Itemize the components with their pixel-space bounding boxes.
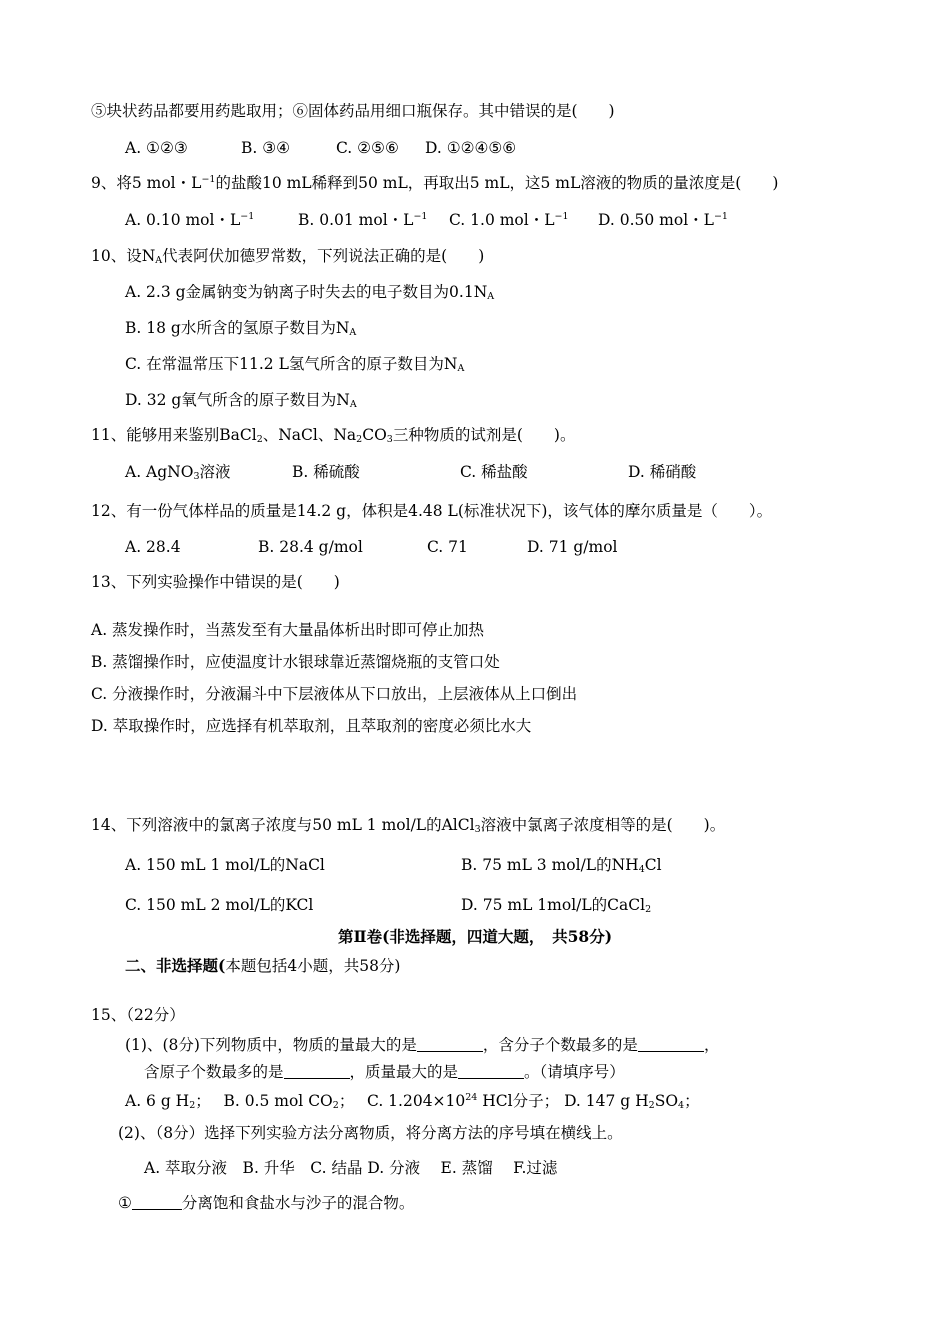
q10-option-a: A. 2.3 g金属钠变为钠离子时失去的电子数目为$0.1N_A$ [125, 283, 495, 302]
q8-continuation: ⑤块状药品都要用药匙取用；⑥固体药品用细口瓶保存。其中错误的是( ) [91, 102, 615, 120]
q11-option-a: A. AgNO$_3$溶液 [125, 463, 231, 482]
q11-option-b: B. 稀硫酸 [292, 463, 360, 481]
q15-heading: 15、（22分） [91, 1006, 185, 1024]
q10-option-b: B. 18 g水所含的氢原子数目为$N_A$ [125, 319, 357, 338]
q12-option-d: D. 71 g/mol [527, 538, 618, 556]
q8-option-b: B. ③④ [241, 139, 291, 157]
answer-blank[interactable] [132, 1195, 182, 1210]
answer-blank[interactable] [638, 1037, 704, 1052]
answer-blank[interactable] [458, 1064, 524, 1079]
q15-part1-line1: (1)、(8分)下列物质中，物质的量最大的是 ，含分子个数最多的是 ， [125, 1036, 720, 1054]
part2-title: 第Ⅱ卷(非选择题，四道大题， 共58分) [338, 927, 613, 946]
q9-option-a: A. 0.10 mol・$L^{-1}$ [125, 211, 255, 229]
q13-option-c: C. 分液操作时，分液漏斗中下层液体从下口放出，上层液体从上口倒出 [91, 685, 578, 703]
q9-option-c: C. 1.0 mol・$L^{-1}$ [449, 211, 569, 229]
q14-stem: 14、下列溶液中的氯离子浓度与50 mL 1 mol/L的AlCl$_3$溶液中氯离子浓度相等的是( )。 [91, 816, 726, 835]
q8-option-d: D. ①②④⑤⑥ [425, 139, 517, 157]
answer-blank[interactable] [284, 1064, 350, 1079]
q14-option-b: B. 75 mL 3 mol/L的$NH_4Cl$ [461, 856, 662, 875]
q15-part2-methods: A. 萃取分液 B. 升华 C. 结晶 D. 分液 E. 蒸馏 F.过滤 [144, 1159, 558, 1177]
q12-stem: 12、有一份气体样品的质量是14.2 g，体积是4.48 L(标准状况下)，该气体的摩尔质量是（ ）。 [91, 502, 773, 520]
answer-blank[interactable] [417, 1037, 483, 1052]
q13-option-d: D. 萃取操作时，应选择有机萃取剂，且萃取剂的密度必须比水大 [91, 717, 532, 735]
q13-option-a: A. 蒸发操作时，当蒸发至有大量晶体析出时即可停止加热 [91, 621, 485, 639]
q15-part1-line2: 含原子个数最多的是 ，质量最大的是 。（请填序号） [144, 1063, 625, 1081]
q11-stem: 11、能够用来鉴别BaCl$_2$、NaCl、$Na_2CO_3$三种物质的试剂是( )。 [91, 426, 576, 445]
q12-option-c: C. 71 [427, 538, 468, 556]
q10-option-d: D. 32 g氧气所含的原子数目为$N_A$ [125, 391, 357, 410]
q10-option-c: C. 在常温常压下11.2 L氢气所含的原子数目为$N_A$ [125, 355, 465, 374]
q15-part1-options: A. 6 g $H_2$； B. 0.5 mol $CO_2$； C. $1.204\times 10^{24}$ HCl分子； D. 147 g $H_2SO_4$； [125, 1092, 700, 1111]
q9-option-d: D. 0.50 mol・$L^{-1}$ [598, 211, 728, 229]
q9-option-b: B. 0.01 mol・$L^{-1}$ [298, 211, 428, 229]
q14-option-d: D. 75 mL 1mol/L的CaCl$_2$ [461, 896, 652, 915]
q8-option-a: A. ①②③ [125, 139, 188, 157]
q12-option-b: B. 28.4 g/mol [258, 538, 363, 556]
q14-option-c: C. 150 mL 2 mol/L的KCl [125, 896, 314, 914]
q15-part2-item1: ① 分离饱和食盐水与沙子的混合物。 [118, 1194, 415, 1212]
q11-option-d: D. 稀硝酸 [628, 463, 697, 481]
q11-option-c: C. 稀盐酸 [460, 463, 528, 481]
q13-stem: 13、下列实验操作中错误的是( ) [91, 573, 340, 591]
q10-stem: 10、设$N_A$代表阿伏加德罗常数，下列说法正确的是( ) [91, 247, 485, 266]
part2-section-heading: 二、非选择题(本题包括4小题，共58分) [125, 956, 401, 975]
q12-option-a: A. 28.4 [125, 538, 181, 556]
q15-part2-stem: (2)、（8分）选择下列实验方法分离物质，将分离方法的序号填在横线上。 [118, 1124, 623, 1142]
q13-option-b: B. 蒸馏操作时，应使温度计水银球靠近蒸馏烧瓶的支管口处 [91, 653, 500, 671]
q8-option-c: C. ②⑤⑥ [336, 139, 399, 157]
q9-stem: 9、将5 mol・$L^{-1}$的盐酸10 mL稀释到50 mL，再取出5 mL，这5 mL溶液的物质的量浓度是( ) [91, 174, 779, 192]
q14-option-a: A. 150 mL 1 mol/L的NaCl [125, 856, 325, 874]
